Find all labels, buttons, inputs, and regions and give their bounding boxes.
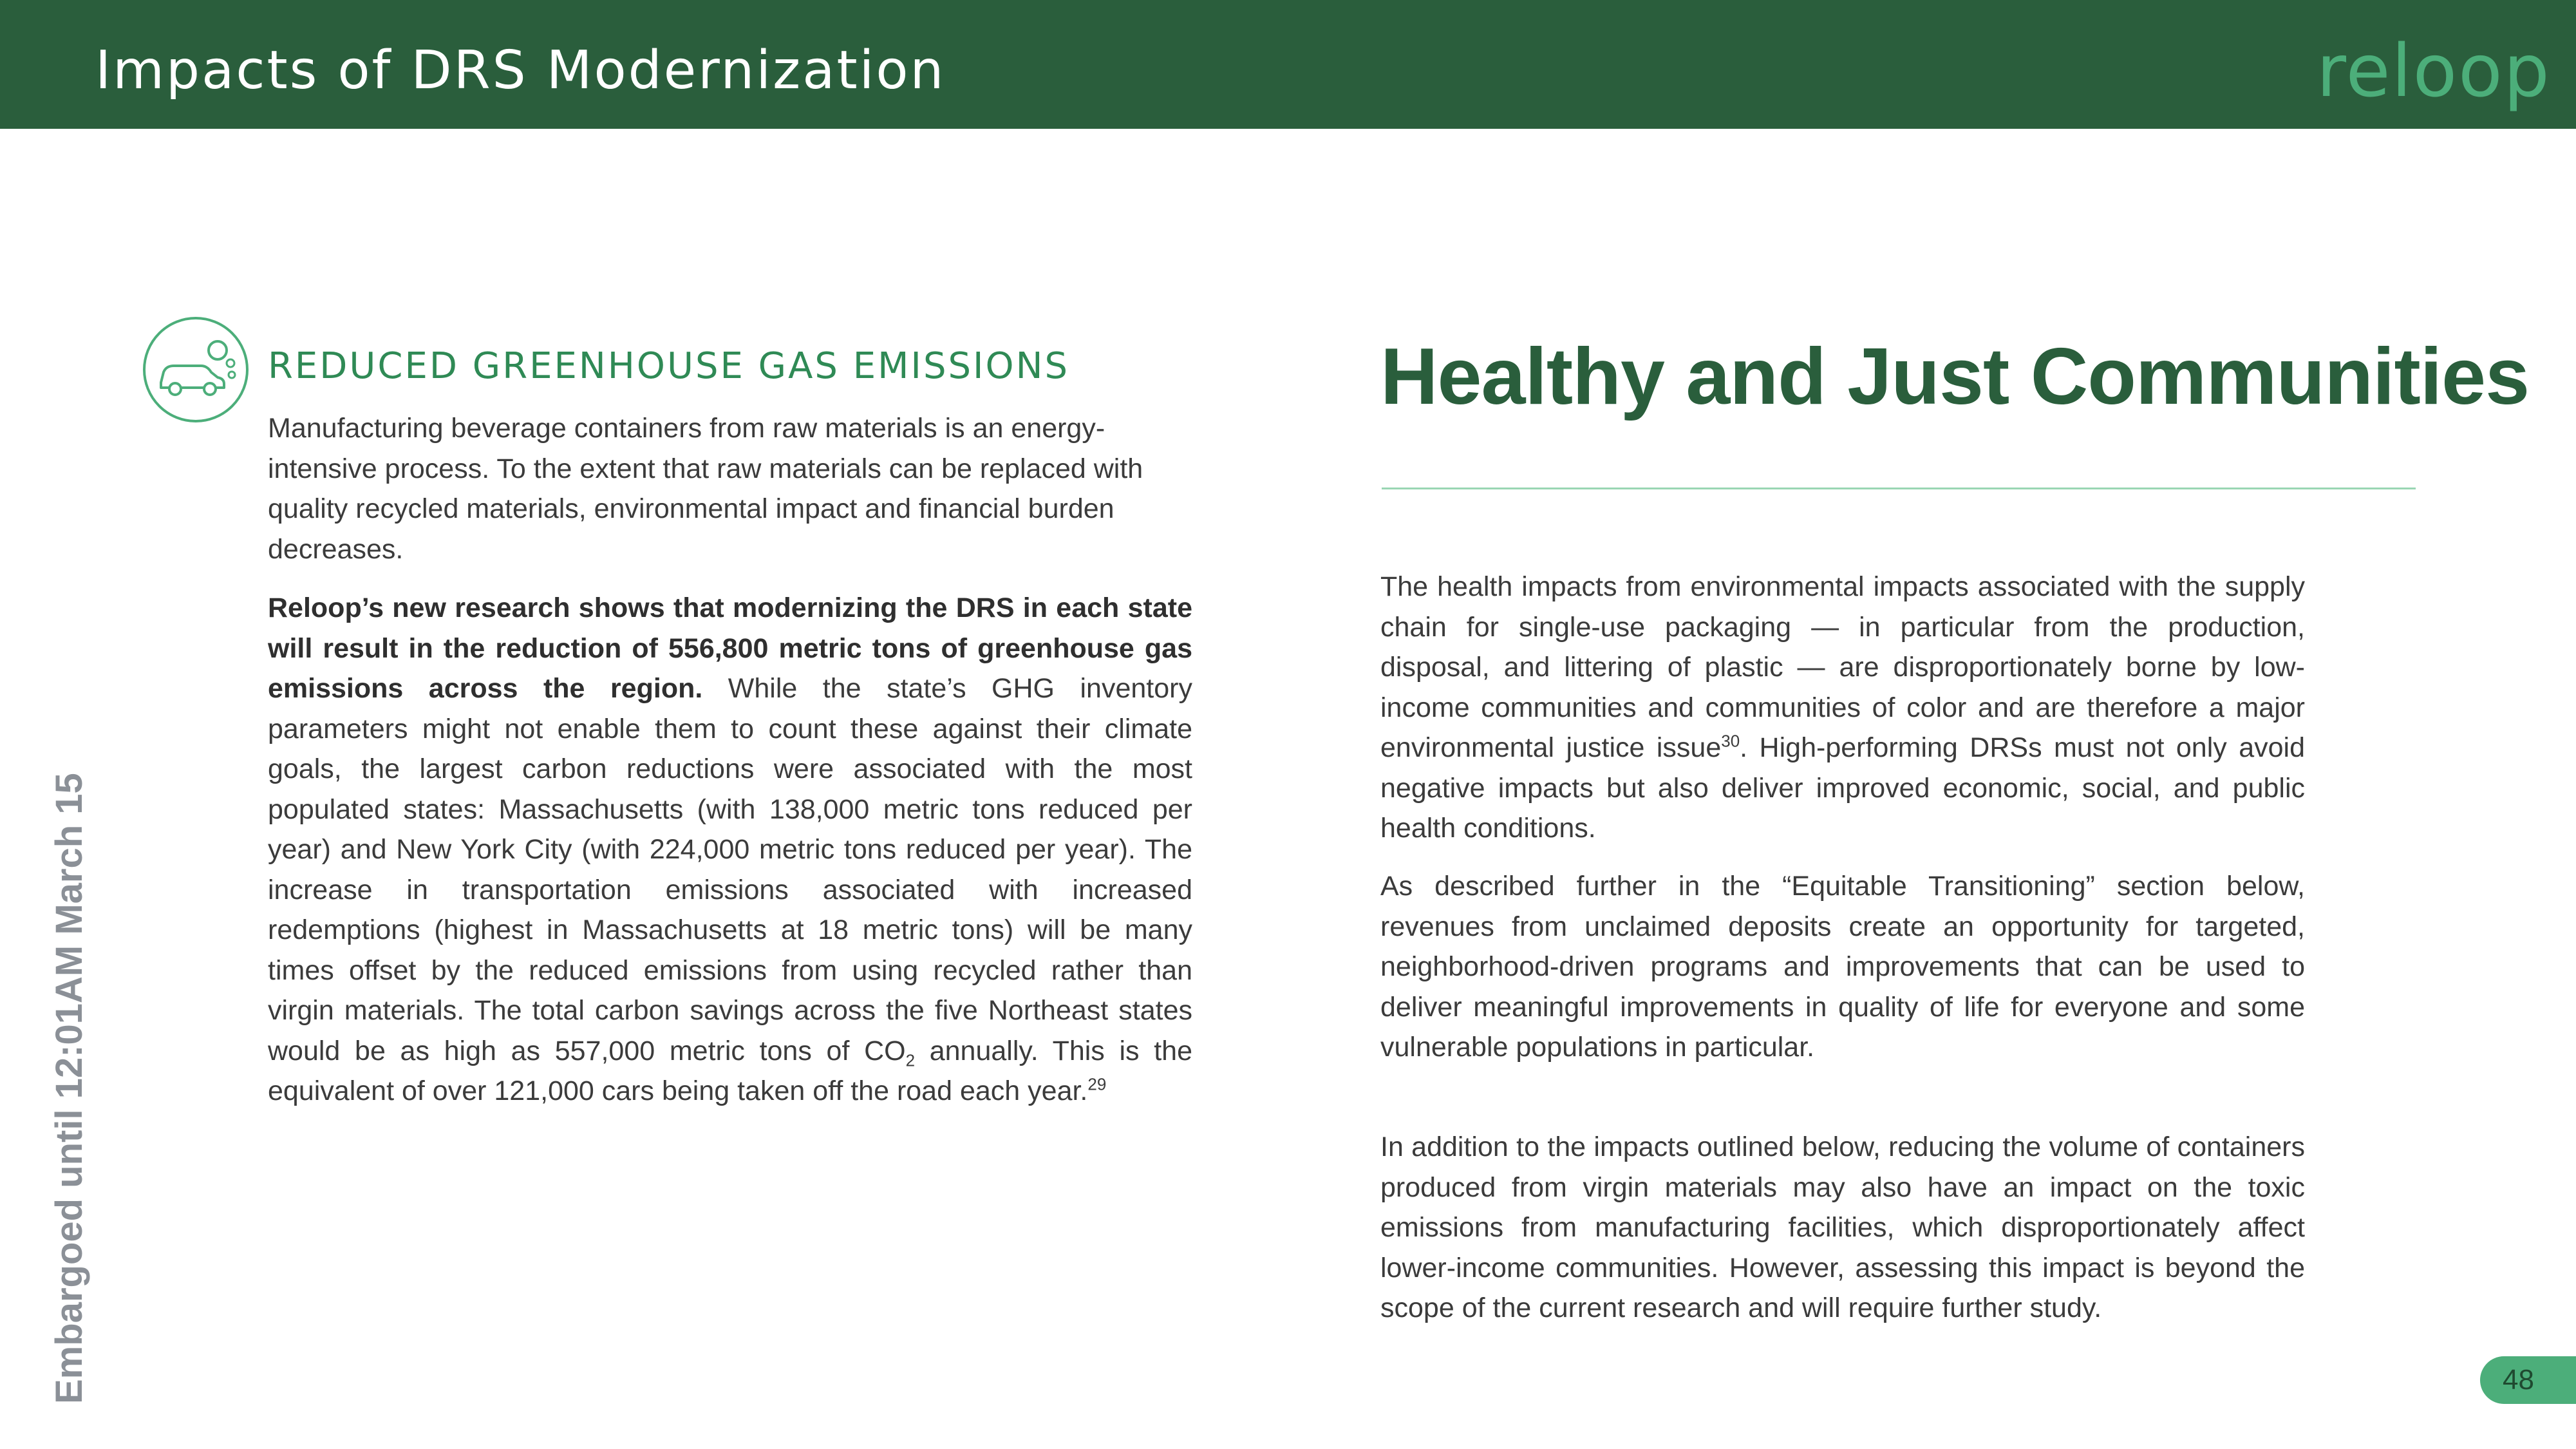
reloop-logo: reloop (2317, 30, 2551, 113)
co2-subscript: 2 (905, 1050, 916, 1070)
page-header (0, 0, 2576, 129)
car-emissions-icon (142, 316, 250, 424)
page-title: Impacts of DRS Modernization (95, 40, 946, 101)
section-heading: REDUCED GREENHOUSE GAS EMISSIONS (268, 345, 1070, 387)
health-impacts-text: The health impacts from environmental impacts associated with the supply chain for single-use packaging — in particular from the production, disposal, and littering of plastic — are disproportionately borne by low-income communities and communities of color and are therefore a major environmental justice issue (1380, 571, 2305, 763)
page-number: 48 (2480, 1356, 2576, 1404)
research-highlight: Reloop’s new research shows that modernizing the DRS in each state will result in the reduction of 556,800 metric tons of greenhouse gas emissions across the region. (268, 592, 1192, 704)
intro-paragraph: Manufacturing beverage containers from raw materials is an energy-intensive process. To the extent that raw materials can be replaced with quality recycled materials, environmental impact and financial burden decreases. (268, 413, 1143, 565)
title-divider (1382, 488, 2416, 489)
footnote-29: 29 (1087, 1074, 1107, 1094)
embargo-notice: Embargoed until 12:01AM March 15 (48, 773, 90, 1404)
research-paragraph (268, 588, 1192, 1112)
section-title: Healthy and Just Communities (1380, 332, 2530, 421)
research-end: annually. This is the equivalent of over 121,000 cars being taken off the road each year. (268, 1035, 1192, 1106)
footnote-30: 30 (1721, 731, 1740, 751)
research-body: While the state’s GHG inventory parameters might not enable them to count these against their climate goals, the largest carbon reductions were associated with the most populated states: Massachusetts (with 138,000 metric tons reduced per year) and New York City (with 224,000 metric tons reduced per year). The increase in transportation emissions associated with increased redemptions (highest in Massachusetts at 18 metric tons) will be many times offset by the reduced emissions from using recycled rather than virgin materials. The total carbon savings across the five Northeast states would be as high as 557,000 metric tons of CO (268, 673, 1192, 1066)
toxic-emissions-paragraph: In addition to the impacts outlined below, reducing the volume of containers produced from virgin materials may also have an impact on the toxic emissions from manufacturing facilities, which disproportionately affect lower-income communities. However, assessing this impact is beyond the scope of the current research and will require further study. (1380, 1132, 2305, 1323)
health-impacts-paragraph (1380, 567, 2305, 849)
unclaimed-deposits-paragraph: As described further in the “Equitable Transitioning” section below, revenues from unclaimed deposits create an opportunity for targeted, neighborhood-driven programs and improvements that can be used to deliver meaningful improvements in quality of life for everyone and some vulnerable populations in particular. (1380, 871, 2305, 1063)
health-impacts-text-end: . High-performing DRSs must not only avoid negative impacts but also deliver improved economic, social, and public health conditions. (1380, 732, 2305, 844)
